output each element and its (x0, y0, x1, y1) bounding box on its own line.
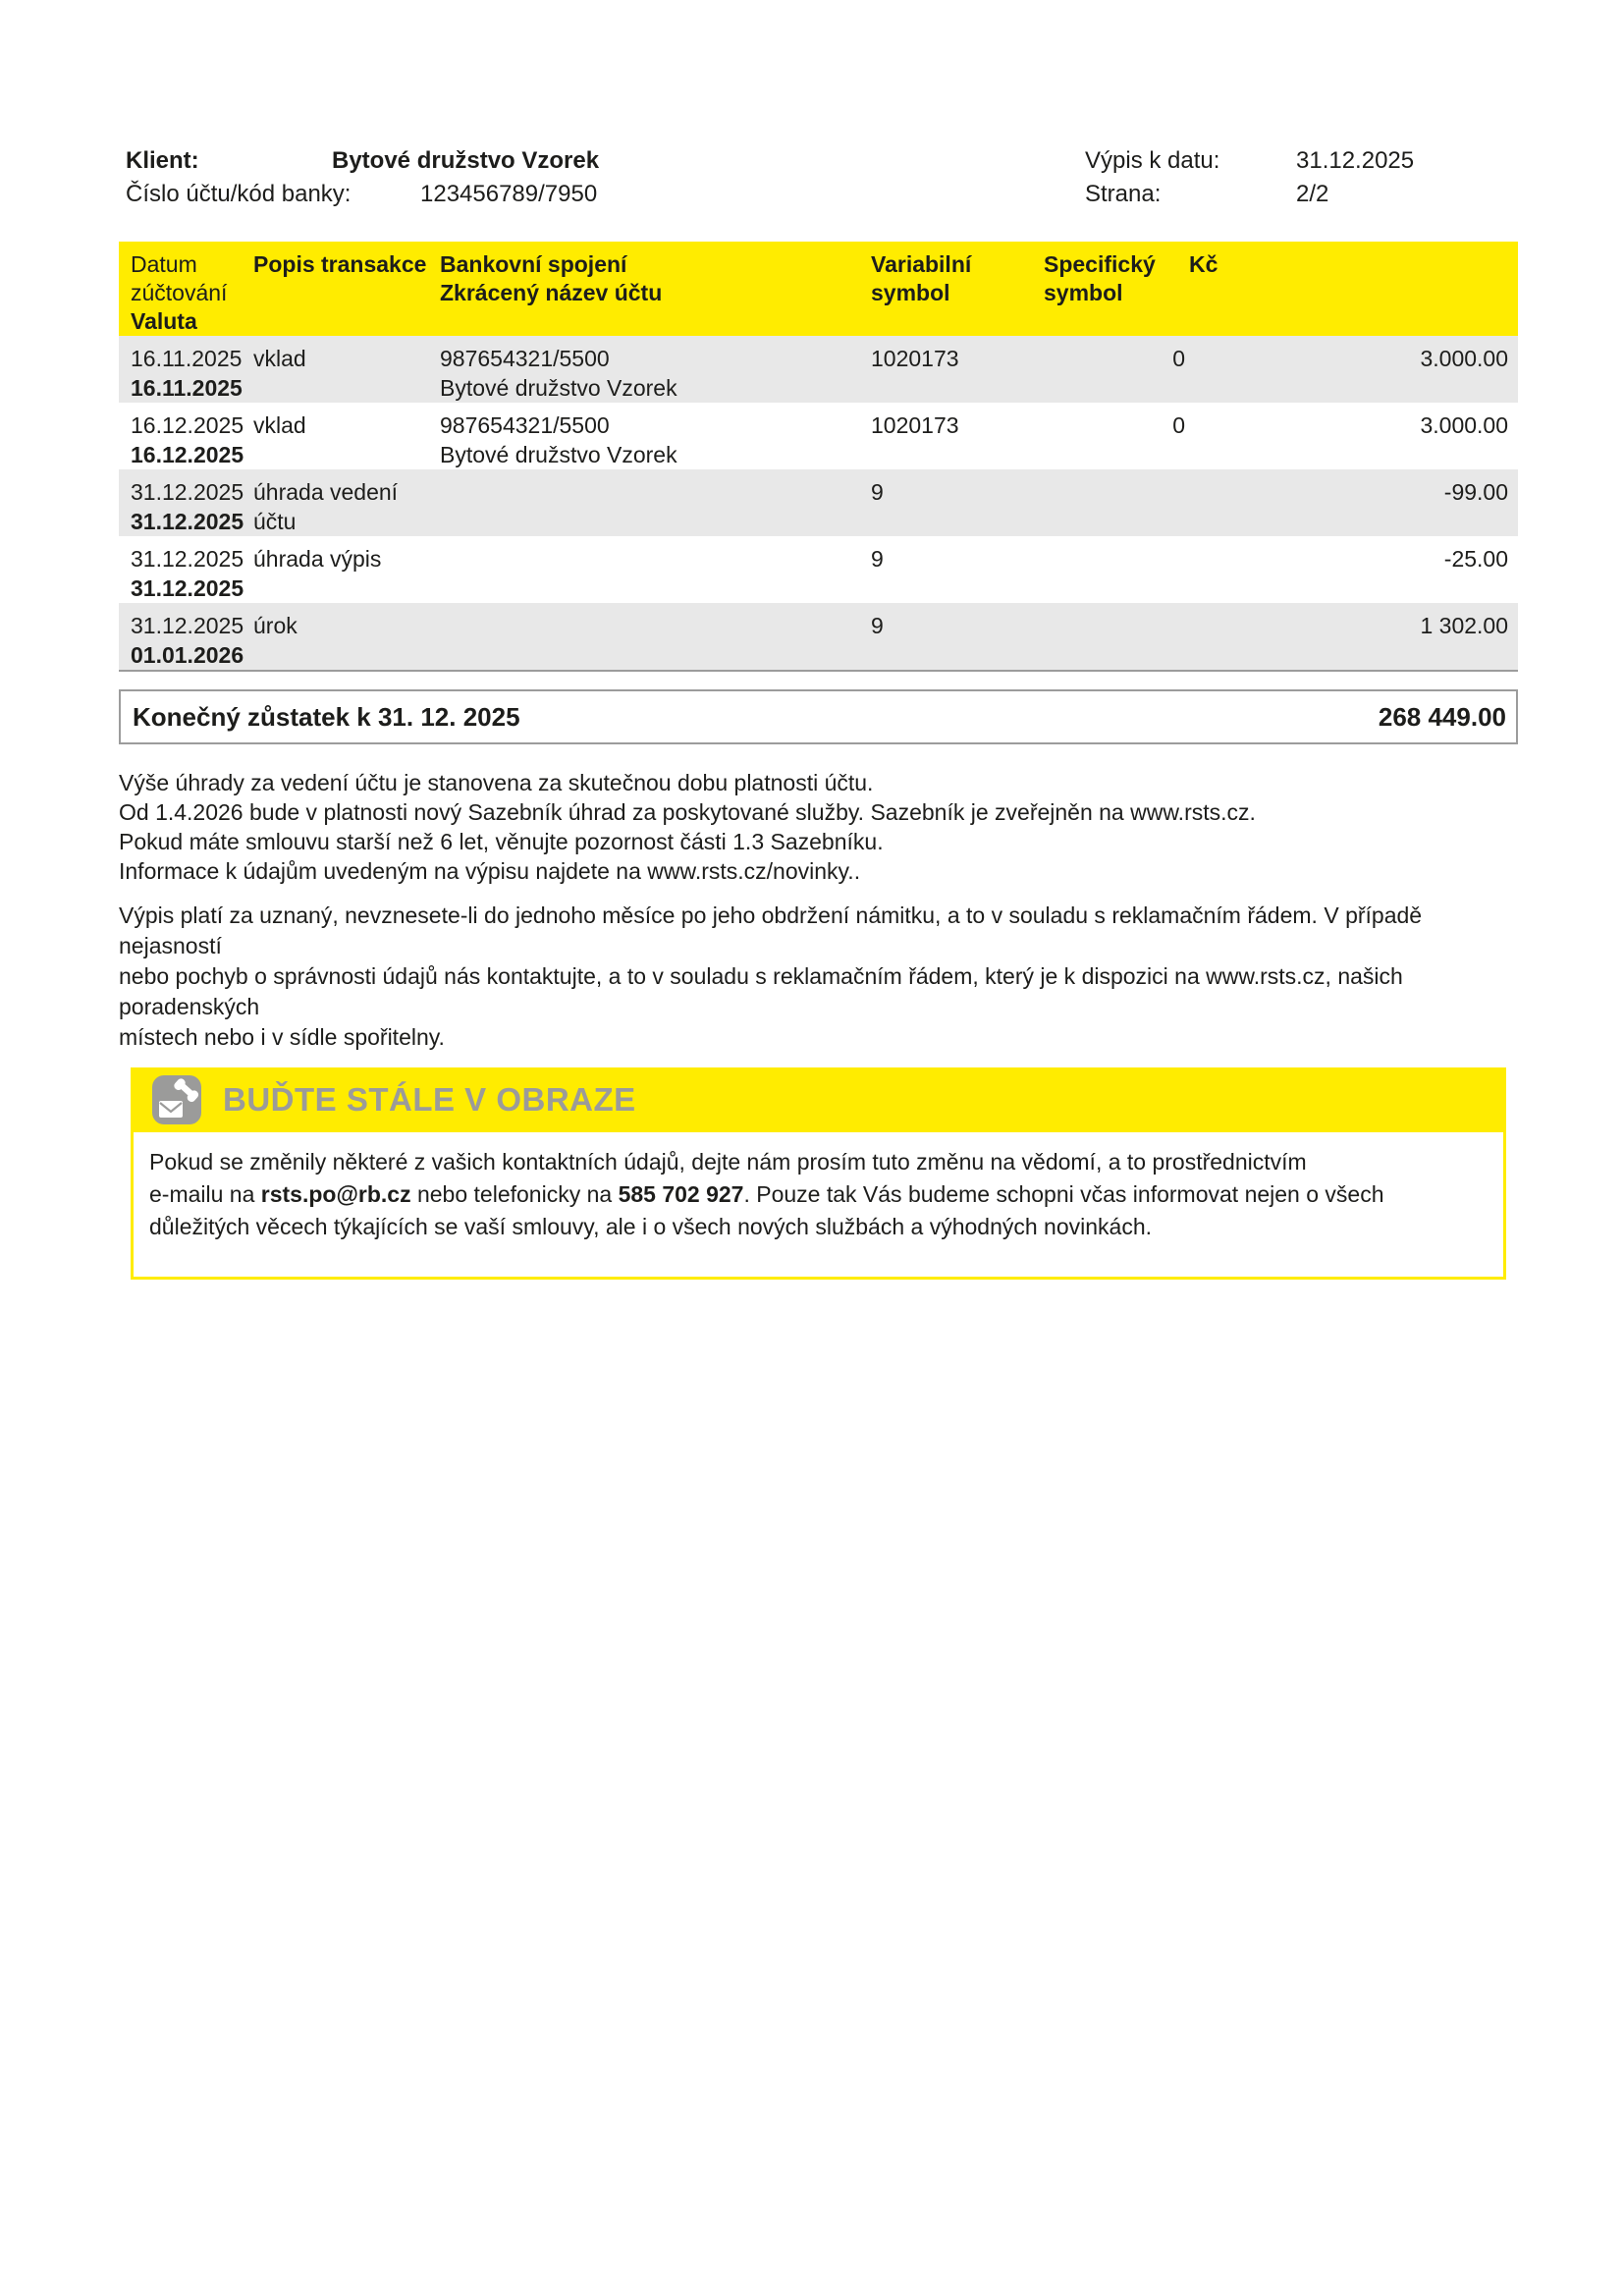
phone-mail-icon (152, 1075, 201, 1124)
cell-bank (435, 469, 859, 536)
header-specificky-symbol: Specifický symbol (1044, 251, 1156, 305)
header-datum-zuctovani: Datum zúčtování (131, 251, 228, 305)
datum-zuctovani: 31.12.2025 (131, 546, 244, 572)
cell-amount (1189, 536, 1518, 603)
cell-variabilni-symbol (859, 336, 1032, 403)
cell-specificky-symbol (1032, 603, 1189, 671)
account-value: 123456789/7950 (420, 181, 598, 207)
cell-specificky-symbol (1032, 336, 1189, 403)
infobox-text-line1 (149, 1146, 1484, 1178)
notes-claims-line2: nebo pochyb o správnosti údajů nás kontaktujte, a to v souladu s reklamačním řádem, který je k dispozici na www.rsts.cz, našich poradenských (119, 963, 1403, 1019)
popis-transakce: vklad (253, 412, 306, 438)
cell-variabilni-symbol (859, 536, 1032, 603)
datum-zuctovani: 31.12.2025 (131, 479, 244, 505)
datum-zuctovani: 16.12.2025 (131, 412, 244, 438)
amount-kc: 3.000.00 (1420, 412, 1508, 438)
header-datum-valuta (119, 242, 248, 336)
transactions-table-header-row (119, 242, 1518, 336)
cell-dates (119, 403, 248, 469)
infobox-contact-highlight: rsts.po@rb.cz (260, 1181, 411, 1207)
contact-info-box-title: BUĎTE STÁLE V OBRAZE (223, 1081, 636, 1118)
statement-date-label: Výpis k datu: (1085, 147, 1220, 174)
cell-bank (435, 536, 859, 603)
page-number-label: Strana: (1085, 181, 1162, 207)
notes-claims-line3: místech nebo i v sídle spořitelny. (119, 1024, 445, 1050)
valuta: 31.12.2025 (131, 509, 244, 534)
cell-dates (119, 469, 248, 536)
cell-dates (119, 536, 248, 603)
statement-date-value: 31.12.2025 (1296, 147, 1415, 174)
datum-zuctovani: 31.12.2025 (131, 613, 244, 638)
popis-transakce: úhrada výpis (253, 546, 382, 572)
infobox-text (131, 1132, 1506, 1280)
valuta: 16.11.2025 (131, 375, 243, 401)
cell-dates (119, 336, 248, 403)
cell-amount (1189, 336, 1518, 403)
header-popis-transakce: Popis transakce (253, 251, 427, 277)
notes-fees-line3: Pokud máte smlouvu starší než 6 let, věnujte pozornost části 1.3 Sazebníku. (119, 829, 884, 854)
infobox-text-segment: e-mailu na (149, 1181, 261, 1207)
statement-content (119, 147, 1518, 1280)
final-balance-value: 268 449.00 (1378, 701, 1506, 732)
transaction-row (119, 536, 1518, 603)
notes-fees-line4: Informace k údajům uvedeným na výpisu najdete na www.rsts.cz/novinky.. (119, 858, 861, 884)
header-valuta: Valuta (131, 308, 197, 334)
amount-kc: -25.00 (1443, 546, 1508, 572)
page-number-value: 2/2 (1296, 181, 1329, 207)
notes-claims (119, 901, 1518, 1053)
transaction-row (119, 603, 1518, 671)
transaction-row (119, 469, 1518, 536)
client-label: Klient: (126, 147, 199, 174)
specificky-symbol: 0 (1172, 346, 1185, 371)
variabilni-symbol: 1020173 (871, 412, 959, 438)
notes-claims-line1: Výpis platí za uznaný, nevznesete-li do jednoho měsíce po jeho obdržení námitku, a to v souladu s reklamačním řádem. V případě nejasností (119, 902, 1423, 958)
notes-fees-line1: Výše úhrady za vedení účtu je stanovena za skutečnou dobu platnosti účtu. (119, 770, 874, 795)
cell-popis (248, 336, 435, 403)
contact-info-box-header (131, 1067, 1506, 1132)
cell-variabilni-symbol (859, 469, 1032, 536)
contact-info-box (131, 1067, 1506, 1280)
infobox-text-segment: nebo telefonicky na (410, 1181, 619, 1207)
header-bankovni-spojeni-line1: Bankovní spojení (440, 251, 627, 277)
variabilni-symbol: 9 (871, 613, 884, 638)
infobox-text-line2 (149, 1178, 1484, 1211)
amount-kc: 3.000.00 (1420, 346, 1508, 371)
header-kc: Kč (1189, 251, 1218, 277)
infobox-text-segment: Pokud se změnily některé z vašich kontaktních údajů, dejte nám prosím tuto změnu na vědomí, a to prostřednictvím (149, 1149, 1307, 1175)
header-variabilni-symbol: Variabilní symbol (871, 251, 972, 305)
valuta: 31.12.2025 (131, 575, 244, 601)
cell-amount (1189, 469, 1518, 536)
bankovni-spojeni: 987654321/5500 (440, 346, 610, 371)
popis-transakce: úhrada vedení účtu (253, 479, 399, 534)
transactions-table (119, 242, 1518, 672)
cell-amount (1189, 603, 1518, 671)
cell-popis (248, 536, 435, 603)
cell-popis (248, 403, 435, 469)
final-balance-box (119, 689, 1518, 744)
amount-kc: -99.00 (1443, 479, 1508, 505)
client-value: Bytové družstvo Vzorek (332, 147, 600, 174)
variabilni-symbol: 9 (871, 546, 884, 572)
statement-header (119, 147, 1518, 212)
infobox-text-segment: . Pouze tak Vás budeme schopni včas informovat nejen o všech (743, 1181, 1384, 1207)
cell-variabilni-symbol (859, 603, 1032, 671)
cell-amount (1189, 403, 1518, 469)
zkraceny-nazev-uctu: Bytové družstvo Vzorek (440, 375, 677, 401)
cell-bank (435, 336, 859, 403)
cell-bank (435, 403, 859, 469)
transaction-row (119, 403, 1518, 469)
zkraceny-nazev-uctu: Bytové družstvo Vzorek (440, 442, 677, 467)
cell-specificky-symbol (1032, 469, 1189, 536)
variabilni-symbol: 1020173 (871, 346, 959, 371)
cell-dates (119, 603, 248, 671)
transaction-row (119, 336, 1518, 403)
cell-variabilni-symbol (859, 403, 1032, 469)
valuta: 01.01.2026 (131, 642, 244, 668)
specificky-symbol: 0 (1172, 412, 1185, 438)
popis-transakce: vklad (253, 346, 306, 371)
cell-specificky-symbol (1032, 536, 1189, 603)
infobox-contact-highlight: 585 702 927 (618, 1181, 744, 1207)
amount-kc: 1 302.00 (1420, 613, 1508, 638)
account-label: Číslo účtu/kód banky: (126, 181, 352, 207)
cell-bank (435, 603, 859, 671)
header-bankovni-spojeni (435, 242, 859, 336)
header-zkraceny-nazev-uctu: Zkrácený název účtu (440, 280, 663, 305)
cell-specificky-symbol (1032, 403, 1189, 469)
transactions-body (119, 336, 1518, 671)
infobox-text-segment: důležitých věcech týkajících se vaší smlouvy, ale i o všech nových službách a výhodných novinkách. (149, 1214, 1153, 1239)
notes-fees (119, 768, 1518, 886)
popis-transakce: úrok (253, 613, 298, 638)
notes-fees-line2: Od 1.4.2026 bude v platnosti nový Sazebník úhrad za poskytované služby. Sazebník je zveřejněn na www.rsts.cz. (119, 799, 1256, 825)
cell-popis (248, 603, 435, 671)
infobox-text-line3 (149, 1211, 1484, 1243)
datum-zuctovani: 16.11.2025 (131, 346, 243, 371)
cell-popis (248, 469, 435, 536)
variabilni-symbol: 9 (871, 479, 884, 505)
bankovni-spojeni: 987654321/5500 (440, 412, 610, 438)
final-balance-label: Konečný zůstatek k 31. 12. 2025 (133, 701, 520, 732)
valuta: 16.12.2025 (131, 442, 244, 467)
